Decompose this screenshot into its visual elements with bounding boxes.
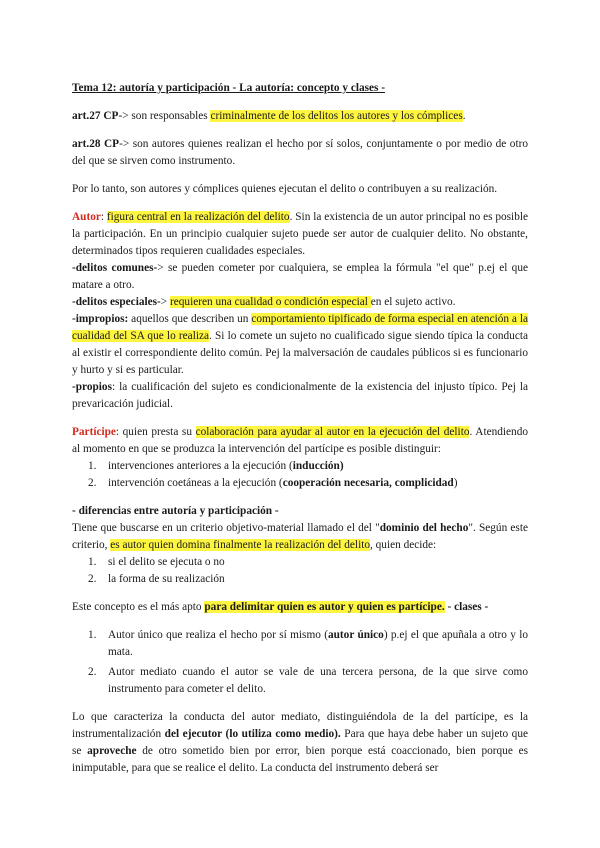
diferencias-paragraph: Tiene que buscarse en un criterio objetivo-material llamado el del "dominio del hecho". Según este criterio, es autor quien domina finalmente la realización del delito, quien decide: — [72, 522, 528, 551]
list-item: 2. intervención coetáneas a la ejecución (cooperación necesaria, complicidad) — [88, 477, 458, 489]
list-item: 2. la forma de su realización — [88, 573, 225, 585]
art28-label: art.28 CP — [72, 138, 120, 150]
mediato-paragraph: Lo que caracteriza la conducta del autor mediato, distinguiéndola de la del partícipe, es la instrumentalización del ejecutor (lo utiliza como medio). Para que haya debe haber un sujeto que se aproveche de otro sometido bien por error, bien porque está coaccionado, bien porque es inimputable, para que se realice el delito. La conducta del instrumento deberá ser — [72, 711, 528, 774]
list-item: 1. Autor único que realiza el hecho por sí mismo (autor único) p.ej el que apuñala a otro y lo mata. — [88, 629, 529, 658]
conclusion-paragraph: Por lo tanto, son autores y cómplices quienes ejecutan el delito o contribuyen a su realización. — [72, 183, 498, 195]
decide-list — [72, 554, 528, 588]
especiales-paragraph: -delitos especiales-> requieren una cualidad o condición especial en el sujeto activo. — [72, 296, 456, 308]
participe-label: Partícipe — [72, 426, 116, 438]
impropios-paragraph: -impropios: aquellos que describen un comportamiento tipificado de forma especial en atención a la cualidad del SA que lo realiza. Si lo comete un sujeto no cualificado sigue siendo típica la conducta al existir el correspondiente delito común. Pej la malversación de caudales públicos si es funcionario y hurto y si es particular. — [72, 313, 528, 376]
participe-paragraph: Partícipe: quien presta su colaboración para ayudar al autor en la ejecución del delito. Atendiendo al momento en que se produzca la intervención del partícipe es posible distinguir: — [72, 426, 528, 455]
art28-paragraph: art.28 CP-> son autores quienes realizan el hecho por sí solos, conjuntamente o por medio de otro del que se sirven como instrumento. — [72, 138, 528, 167]
propios-paragraph: -propios: la cualificación del sujeto es condicionalmente de la existencia del injusto típico. Pej la prevaricación judicial. — [72, 381, 528, 410]
document-page — [72, 80, 528, 777]
autor-paragraph: Autor: figura central en la realización del delito. Sin la existencia de un autor principal no es posible la participación. En un principio cualquier sujeto puede ser autor de cualquier delito. No obstante, determinados tipos requieren cualidades especiales. — [72, 211, 528, 257]
document-title: Tema 12: autoría y participación - La autoría: concepto y clases - — [72, 82, 386, 94]
autor-label: Autor — [72, 211, 101, 223]
diferencias-heading: - diferencias entre autoría y participación - — [72, 505, 279, 517]
comunes-paragraph: -delitos comunes-> se pueden cometer por cualquiera, se emplea la fórmula "el que" p.ej el que matare a otro. — [72, 262, 528, 291]
list-item: 1. si el delito se ejecuta o no — [88, 556, 225, 568]
art27-highlight: criminalmente de los delitos los autores y los cómplices — [210, 110, 463, 122]
art27-paragraph: art.27 CP-> son responsables criminalmente de los delitos los autores y los cómplices. — [72, 110, 466, 122]
concepto-paragraph: Este concepto es el más apto para delimitar quien es autor y quien es partícipe. - clases - — [72, 601, 489, 613]
list-item: 1. intervenciones anteriores a la ejecución (inducción) — [88, 460, 344, 472]
list-item: 2. Autor mediato cuando el autor se vale de una tercera persona, de la que sirve como instrumento para cometer el delito. — [88, 666, 528, 695]
participe-list — [72, 458, 528, 492]
art27-label: art.27 CP — [72, 110, 119, 122]
clases-list — [72, 627, 528, 698]
